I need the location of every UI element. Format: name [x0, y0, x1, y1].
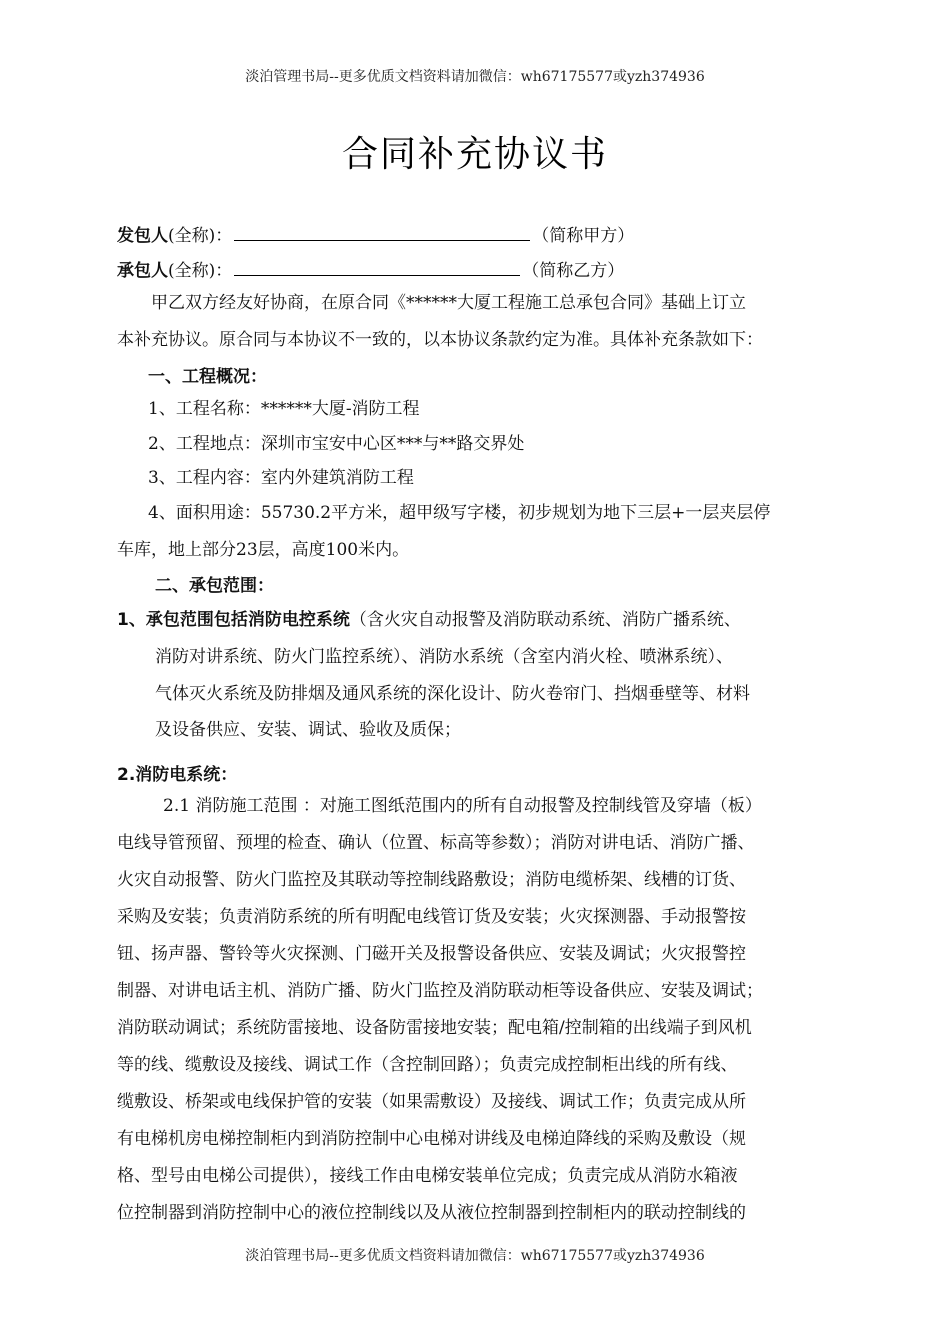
page-header: 淡泊管理书局--更多优质文档资料请加微信：wh67175577或yzh374936: [245, 69, 705, 85]
scope-item-line: 气体灭火系统及防排烟及通风系统的深化设计、防火卷帘门、挡烟垂壁等、材料: [155, 684, 750, 704]
body-line: 2.1 消防施工范围 ：对施工图纸范围内的所有自动报警及控制线管及穿墙（板）: [163, 796, 762, 816]
project-item: 3、工程内容：室内外建筑消防工程: [148, 468, 414, 488]
section-heading: 一、工程概况：: [148, 367, 267, 387]
party-a-label: 发包人: [117, 226, 168, 246]
body-line: 制器、对讲电话主机、消防广播、防火门监控及消防联动柜等设备供应、安装及调试；: [117, 981, 763, 1001]
body-line: 火灾自动报警、防火门监控及其联动等控制线路敷设；消防电缆桥架、线槽的订货、: [117, 870, 746, 890]
body-line: 缆敷设、桥架或电线保护管的安装（如果需敷设）及接线、调试工作；负责完成从所: [117, 1092, 746, 1112]
scope-item-line: [117, 609, 741, 631]
project-item: 4、面积用途：55730.2平方米，超甲级写字楼，初步规划为地下三层+一层夹层停: [148, 503, 771, 523]
section-heading: 2.消防电系统：: [117, 765, 238, 785]
project-item: 1、工程名称：******大厦-消防工程: [148, 399, 420, 419]
body-line: 钮、扬声器、警铃等火灾探测、门磁开关及报警设备供应、安装及调试；火灾报警控: [117, 944, 746, 964]
body-line: 电线导管预留、预埋的检查、确认（位置、标高等参数）；消防对讲电话、消防广播、: [117, 833, 755, 853]
intro-line: 本补充协议。原合同与本协议不一致的，以本协议条款约定为准。具体补充条款如下：: [117, 330, 763, 350]
scope-item-lead: 1、承包范围包括消防电控系统: [117, 610, 350, 630]
project-item: 车库，地上部分23层，高度100米内。: [117, 540, 410, 560]
party-b-short: （简称乙方）: [522, 261, 625, 281]
body-line: 有电梯机房电梯控制柜内到消防控制中心电梯对讲线及电梯迫降线的采购及敷设（规: [117, 1129, 746, 1149]
scope-item-line: 消防对讲系统、防火门监控系统）、消防水系统（含室内消火栓、喷淋系统）、: [155, 647, 733, 667]
page-footer: 淡泊管理书局--更多优质文档资料请加微信：wh67175577或yzh374936: [245, 1248, 705, 1264]
party-a-fullname: (全称)：: [168, 226, 233, 246]
party-a-short: （简称甲方）: [532, 226, 635, 246]
intro-line: 甲乙双方经友好协商，在原合同《******大厦工程施工总承包合同》基础上订立: [151, 293, 746, 313]
party-b-label: 承包人: [117, 261, 168, 281]
document-title: 合同补充协议书: [341, 134, 608, 175]
section-heading: 二、承包范围：: [155, 576, 274, 596]
scope-item-text: （含火灾自动报警及消防联动系统、消防广播系统、: [349, 610, 741, 630]
body-line: 采购及安装；负责消防系统的所有明配电线管订货及安装；火灾探测器、手动报警按: [117, 907, 746, 927]
party-b-line: [117, 257, 624, 282]
body-line: 等的线、缆敷设及接线、调试工作（含控制回路）；负责完成控制柜出线的所有线、: [117, 1055, 738, 1075]
party-a-blank: [234, 222, 530, 241]
body-line: 格、型号由电梯公司提供），接线工作由电梯安装单位完成；负责完成从消防水箱液: [117, 1166, 738, 1186]
project-item: 2、工程地点：深圳市宝安中心区***与**路交界处: [148, 434, 525, 454]
party-b-blank: [234, 257, 520, 276]
party-a-line: [117, 222, 634, 247]
body-line: 位控制器到消防控制中心的液位控制线以及从液位控制器到控制柜内的联动控制线的: [117, 1203, 746, 1223]
body-line: 消防联动调试；系统防雷接地、设备防雷接地安装；配电箱/控制箱的出线端子到风机: [117, 1018, 752, 1038]
scope-item-line: 及设备供应、安装、调试、验收及质保；: [155, 720, 461, 740]
party-b-fullname: (全称)：: [168, 261, 233, 281]
